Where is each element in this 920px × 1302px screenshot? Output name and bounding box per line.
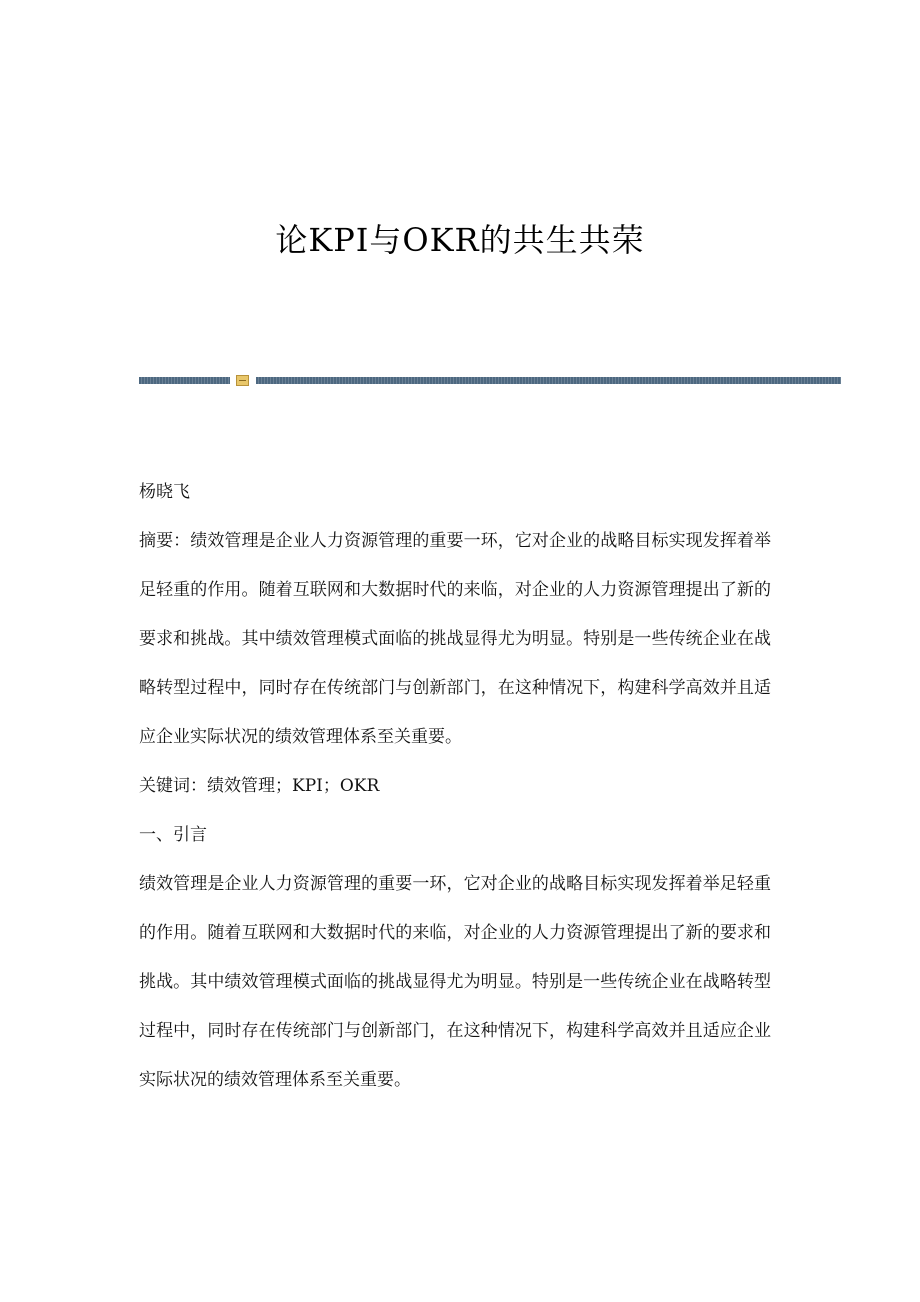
divider-bar-right [256, 377, 841, 384]
title-divider [139, 375, 841, 385]
section-paragraph: 绩效管理是企业人力资源管理的重要一环，它对企业的战略目标实现发挥着举足轻重的作用。随着互联网和大数据时代的来临，对企业的人力资源管理提出了新的要求和挑战。其中绩效管理模式面临的挑战显得尤为明显。特别是一些传统企业在战略转型过程中，同时存在传统部门与创新部门，在这种情况下，构建科学高效并且适应企业实际状况的绩效管理体系至关重要。 [139, 874, 771, 1090]
divider-bar-left [139, 377, 230, 384]
author-name: 杨晓飞 [139, 482, 190, 502]
document-body [139, 468, 771, 1105]
abstract-paragraph: 摘要：绩效管理是企业人力资源管理的重要一环，它对企业的战略目标实现发挥着举足轻重的作用。随着互联网和大数据时代的来临，对企业的人力资源管理提出了新的要求和挑战。其中绩效管理模式面临的挑战显得尤为明显。特别是一些传统企业在战略转型过程中，同时存在传统部门与创新部门，在这种情况下，构建科学高效并且适应企业实际状况的绩效管理体系至关重要。 [139, 531, 771, 747]
document-title: 论KPI与OKR的共生共荣 [275, 221, 645, 259]
divider-ornament-icon [236, 375, 249, 386]
section-heading: 一、引言 [139, 825, 207, 845]
keywords-line: 关键词：绩效管理；KPI；OKR [139, 776, 380, 796]
